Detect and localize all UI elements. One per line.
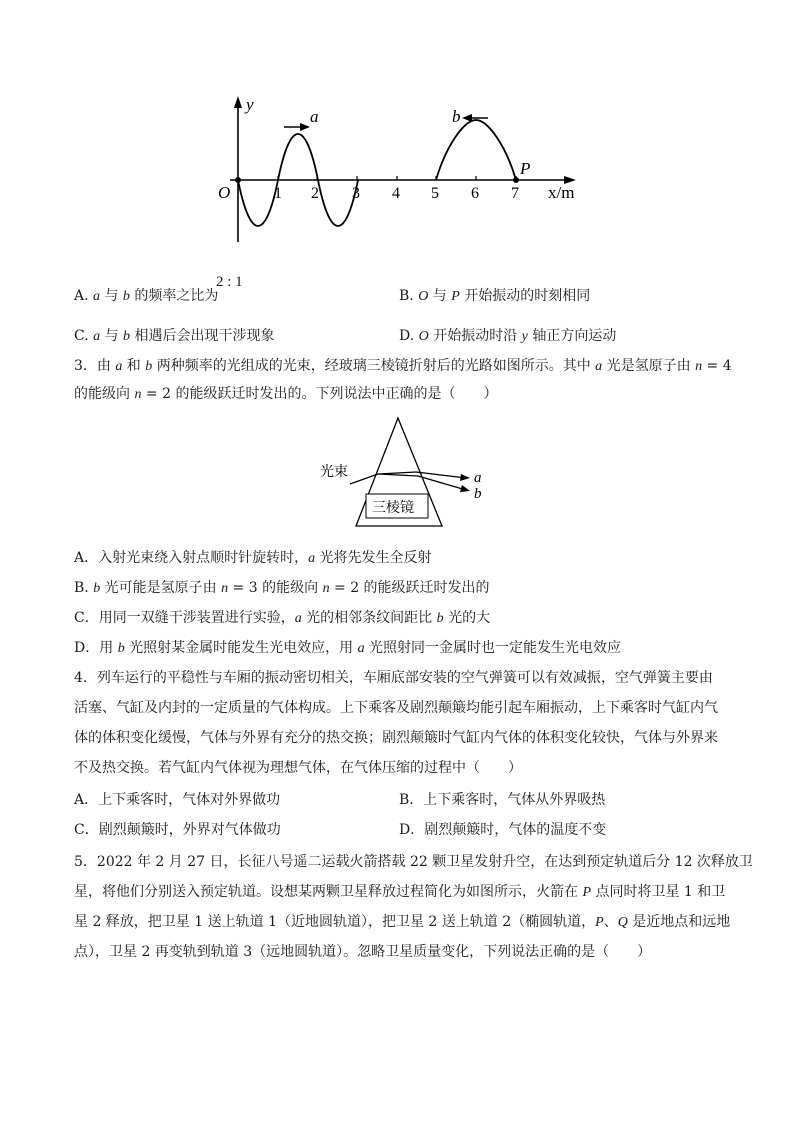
- q3-option-c: C．用同一双缝干涉装置进行实验，a 光的相邻条纹间距比 b 光的大: [74, 610, 491, 626]
- q3-stem-line2: 的能级向 n = 2 的能级跃迁时发出的。下列说法中正确的是（ ）: [74, 386, 498, 402]
- x-axis-label: x/m: [548, 183, 575, 202]
- q3-option-a: A．入射光束绕入射点顺时针旋转时，a 光将先发生全反射: [74, 550, 432, 566]
- tick-label-1: 1: [274, 185, 282, 202]
- wave-b-curve: [436, 120, 516, 180]
- q4-option-c: C．剧烈颠簸时，外界对气体做功: [74, 822, 281, 838]
- wave-b-label: b: [452, 107, 461, 126]
- q3-option-d: D．用 b 光照射某金属时能发生光电效应，用 a 光照射同一金属时也一定能发生光电效应: [74, 640, 622, 656]
- q4-option-a: A．上下乘客时，气体对外界做功: [74, 792, 281, 808]
- y-axis-label: y: [246, 95, 254, 114]
- ray-a-label: a: [474, 470, 482, 486]
- q4-option-b: B．上下乘客时，气体从外界吸热: [399, 792, 606, 808]
- tick-label-5: 5: [431, 185, 439, 202]
- q2-option-b: B. O 与 P 开始振动的时刻相同: [399, 288, 591, 304]
- ray-b-arrow: [460, 485, 470, 492]
- beam-label: 光束: [320, 465, 348, 480]
- wave-figure: [210, 92, 590, 252]
- ray-a-arrow: [460, 474, 470, 481]
- prism-label: 三棱镜: [372, 501, 414, 516]
- wave-a-label: a: [310, 107, 319, 126]
- q4-stem-line2: 活塞、气缸及内封的一定质量的气体构成。上下乘客及剧烈颠簸均能引起车厢振动，上下乘客时气缸内气: [74, 700, 718, 716]
- q4-stem-line4: 不及热交换。若气缸内气体视为理想气体，在气体压缩的过程中（ ）: [74, 760, 522, 776]
- ray-b: [418, 476, 466, 490]
- q5-stem-line4: 点），卫星 2 再变轨到轨道 3（远地圆轨道）。忽略卫星质量变化，下列说法正确的是（ ）: [74, 944, 652, 960]
- tick-label-7: 7: [511, 185, 519, 202]
- ray-b-label: b: [474, 486, 482, 502]
- q2-option-a: A. a 与 b 的频率之比为: [74, 288, 219, 304]
- q2-option-d: D. O 开始振动时沿 y 轴正方向运动: [399, 328, 617, 344]
- q5-stem-line2: 星，将他们分别送入预定轨道。设想某两颗卫星释放过程简化为如图所示，火箭在 P 点同时将卫星 1 和卫: [74, 884, 726, 900]
- tick-label-6: 6: [471, 185, 479, 202]
- q3-stem-line1: 3．由 a 和 b 两种频率的光组成的光束，经玻璃三棱镜折射后的光路如图所示。其中 a 光是氢原子由 n = 4: [74, 358, 732, 374]
- point-p-dot: [513, 177, 519, 183]
- q2-option-a-ratio: 2 : 1: [216, 274, 243, 290]
- q3-option-b: B. b 光可能是氢原子由 n = 3 的能级向 n = 2 的能级跃迁时发出的: [74, 580, 490, 596]
- point-p-label: P: [520, 159, 531, 178]
- tick-label-3: 3: [352, 185, 360, 202]
- q5-stem-line1: 5．2022 年 2 月 27 日，长征八号遥二运载火箭搭载 22 颗卫星发射升空，在达到预定轨道后分 12 次释放卫: [74, 854, 753, 870]
- y-axis-arrow: [234, 96, 242, 108]
- origin-label: O: [218, 183, 231, 202]
- q5-stem-line3: 星 2 释放，把卫星 1 送上轨道 1（近地圆轨道），把卫星 2 送上轨道 2（椭圆轨道，P、Q 是近地点和远地: [74, 914, 731, 930]
- prism-figure: [316, 414, 496, 532]
- q4-stem-line1: 4．列车运行的平稳性与车厢的振动密切相关，车厢底部安装的空气弹簧可以有效减振，空气弹簧主要由: [74, 670, 713, 686]
- q2-option-c: C. a 与 b 相遇后会出现干涉现象: [74, 328, 275, 344]
- origin-dot: [235, 177, 241, 183]
- q4-stem-line3: 体的体积变化缓慢，气体与外界有充分的热交换；剧烈颠簸时气缸内气体的体积变化较快，气体与外界来: [74, 730, 718, 746]
- tick-label-4: 4: [392, 185, 400, 202]
- q4-option-d: D．剧烈颠簸时，气体的温度不变: [399, 822, 607, 838]
- wave-b-arrow-head: [462, 114, 472, 122]
- tick-label-2: 2: [311, 185, 319, 202]
- inside-ray-b: [378, 474, 418, 476]
- wave-a-arrow-head: [300, 123, 310, 131]
